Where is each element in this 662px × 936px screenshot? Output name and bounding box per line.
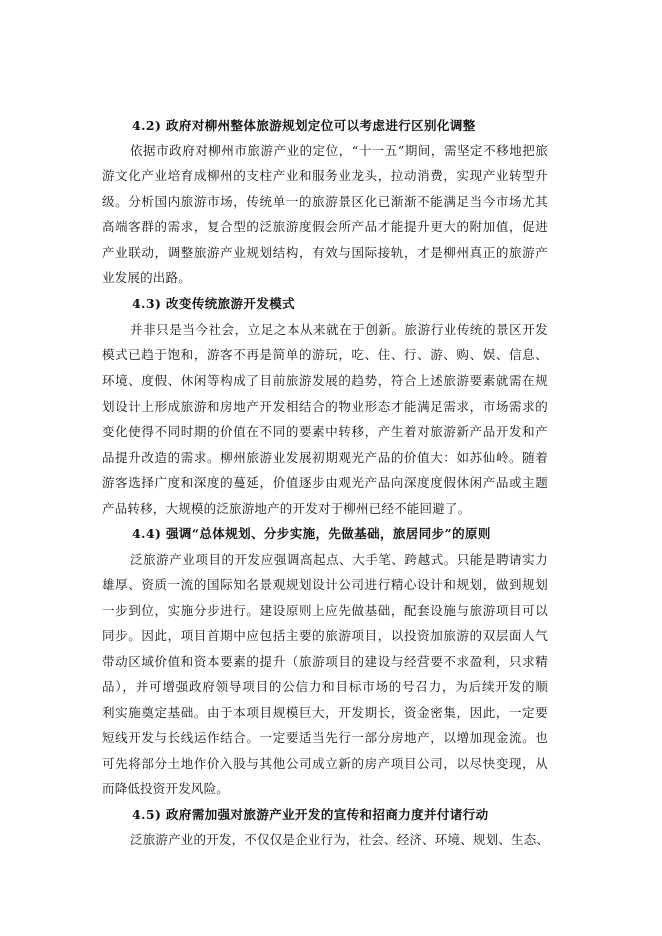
paragraph-line: 雄厚、资质一流的国际知名景观规划设计公司进行精心设计和规划，做到规划	[102, 577, 548, 592]
paragraph-line: 业发展的出路。	[102, 270, 191, 285]
paragraph-line: 品提升改造的需求。柳州旅游业发展初期观光产品的价值大：如苏仙岭。随着	[102, 450, 548, 465]
paragraph-line: 产品转移，大规模的泛旅游地产的开发对于柳州已经不能回避了。	[102, 501, 471, 516]
section-heading-4-3: 4.3) 改变传统旅游开发模式	[132, 296, 296, 311]
paragraph-line: 而降低投资开发风险。	[102, 781, 230, 796]
section-heading-4-4: 4.4) 强调“总体规划、分步实施，先做基础，旅居同步”的原则	[132, 526, 491, 541]
paragraph-line: 高端客群的需求，复合型的泛旅游度假会所产品才能提升更大的附加值，促进	[102, 219, 548, 234]
paragraph-line: 划设计上形成旅游和房地产开发相结合的物业形态才能满足需求，市场需求的	[102, 399, 548, 414]
paragraph-line: 变化使得不同时期的价值在不同的要素中转移，产生着对旅游新产品开发和产	[102, 424, 548, 439]
paragraph-line: 并非只是当今社会，立足之本从来就在于创新。旅游行业传统的景区开发	[130, 322, 548, 337]
paragraph-line: 利实施奠定基础。由于本项目规模巨大，开发期长，资金密集，因此，一定要	[102, 705, 548, 720]
paragraph-line: 带动区域价值和资本要素的提升（旅游项目的建设与经营要不求盈利，只求精	[102, 654, 548, 669]
paragraph-line: 同步。因此，项目首期中应包括主要的旅游项目，以投资加旅游的双层面人气	[102, 628, 548, 643]
paragraph-line: 一步到位，实施分步进行。建设原则上应先做基础，配套设施与旅游项目可以	[102, 603, 548, 618]
paragraph-line: 依据市政府对柳州市旅游产业的定位，“十一五”期间，需坚定不移地把旅	[130, 143, 548, 158]
paragraph-line: 短线开发与长线运作结合。一定要适当先行一部分房地产，以增加现金流。也	[102, 730, 548, 745]
section-heading-4-2: 4.2) 政府对柳州整体旅游规划定位可以考虑进行区别化调整	[132, 118, 476, 133]
paragraph-line: 可先将部分土地作价入股与其他公司成立新的房产项目公司，以尽快变现，从	[102, 756, 548, 771]
section-heading-4-5: 4.5) 政府需加强对旅游产业开发的宣传和招商力度并付诸行动	[132, 807, 489, 822]
paragraph-line: 产业联动，调整旅游产业规划结构，有效与国际接轨，才是柳州真正的旅游产	[102, 245, 548, 260]
paragraph-line: 游客选择广度和深度的蔓延，价值逐步由观光产品向深度度假休闲产品或主题	[102, 475, 548, 490]
paragraph-line: 品），并可增强政府领导项目的公信力和目标市场的号召力，为后续开发的顺	[102, 679, 548, 694]
paragraph-line: 级。分析国内旅游市场，传统单一的旅游景区化已渐渐不能满足当今市场尤其	[102, 194, 548, 209]
paragraph-line: 游文化产业培育成柳州的支柱产业和服务业龙头，拉动消费，实现产业转型升	[102, 168, 548, 183]
paragraph-line: 模式已趋于饱和，游客不再是简单的游玩，吃、住、行、游、购、娱、信息、	[102, 347, 548, 362]
paragraph-line: 泛旅游产业的开发，不仅仅是企业行为，社会、经济、环境、规划、生态、	[130, 832, 550, 847]
paragraph-line: 泛旅游产业项目的开发应强调高起点、大手笔、跨越式。只能是聘请实力	[130, 552, 548, 567]
paragraph-line: 环境、度假、休闲等构成了目前旅游发展的趋势，符合上述旅游要素就需在规	[102, 373, 548, 388]
